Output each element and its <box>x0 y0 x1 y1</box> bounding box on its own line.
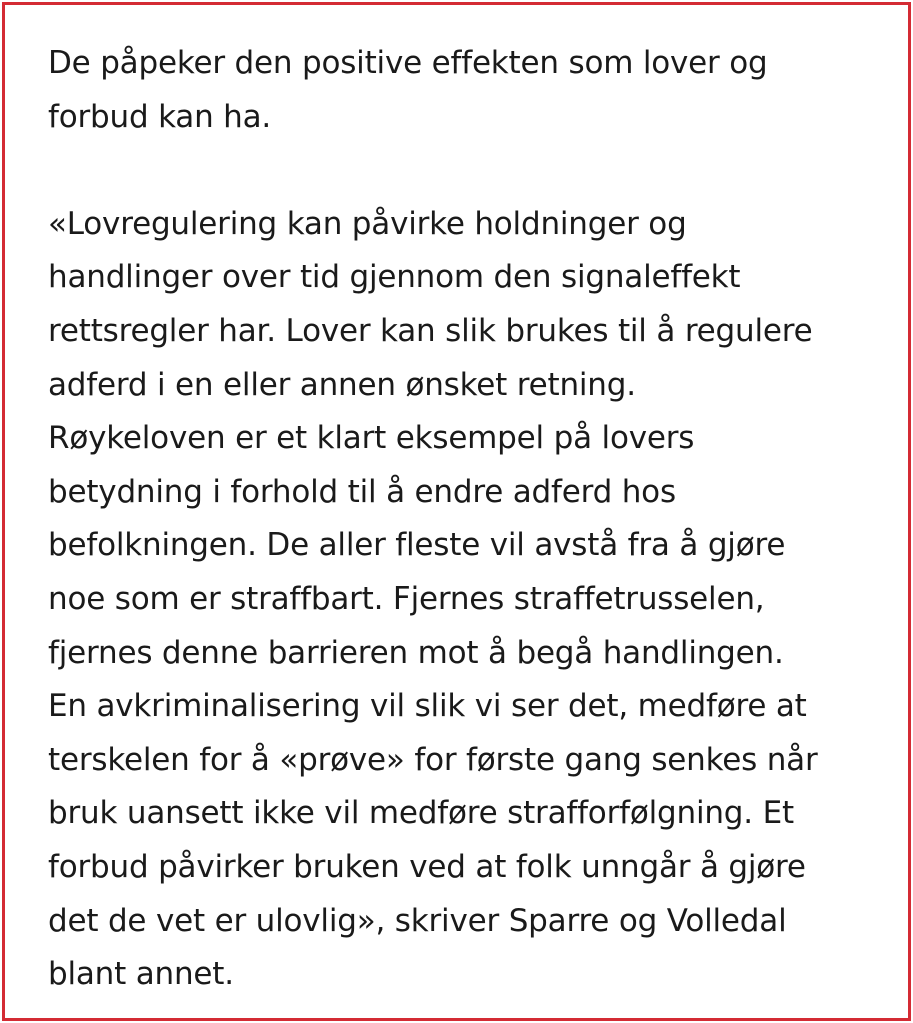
quote-paragraph <box>48 198 898 1002</box>
text-line: bruk uansett ikke vil medføre strafforfølgning. Et <box>48 795 794 832</box>
text-line: betydning i forhold til å endre adferd hos <box>48 473 676 510</box>
text-line: forbud påvirker bruken ved at folk unngår å gjøre <box>48 848 806 885</box>
intro-paragraph <box>48 37 898 144</box>
text-line: De påpeker den positive effekten som lover og <box>48 45 768 81</box>
article-text <box>48 37 898 1002</box>
text-line: rettsregler har. Lover kan slik brukes til å regulere <box>48 312 813 349</box>
text-line: En avkriminalisering vil slik vi ser det, medføre at <box>48 688 807 725</box>
text-line: forbud kan ha. <box>48 98 272 135</box>
text-line: befolkningen. De aller fleste vil avstå fra å gjøre <box>48 527 786 564</box>
text-line: noe som er straffbart. Fjernes straffetrusselen, <box>48 580 765 617</box>
text-line: handlinger over tid gjennom den signaleffekt <box>48 259 741 296</box>
article-frame <box>2 2 911 1021</box>
text-line: fjernes denne barrieren mot å begå handlingen. <box>48 634 784 671</box>
text-line: det de vet er ulovlig», skriver Sparre og Volledal <box>48 902 787 939</box>
text-line: Røykeloven er et klart eksempel på lovers <box>48 420 695 457</box>
text-line: terskelen for å «prøve» for første gang senkes når <box>48 741 818 778</box>
paragraph-gap <box>48 144 898 198</box>
text-line: blant annet. <box>48 956 234 993</box>
text-line: adferd i en eller annen ønsket retning. <box>48 366 636 403</box>
text-line: «Lovregulering kan påvirke holdninger og <box>48 205 687 242</box>
